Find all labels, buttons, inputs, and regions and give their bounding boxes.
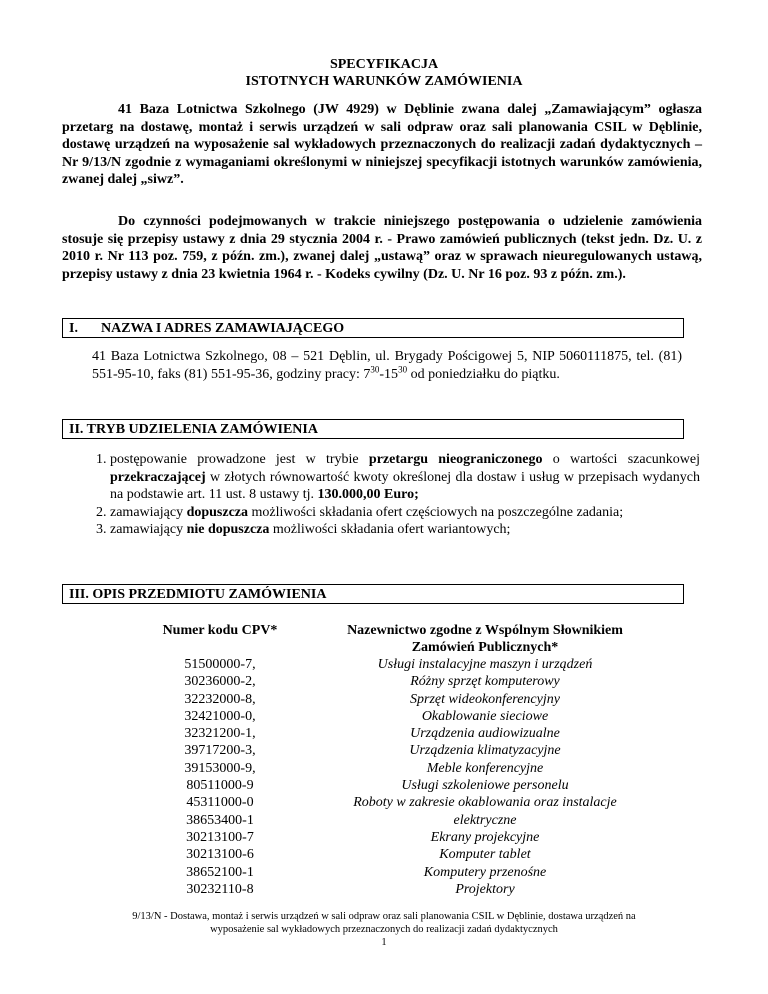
cpv-name: Meble konferencyjne [426, 760, 544, 776]
section-3-heading: III. OPIS PRZEDMIOTU ZAMÓWIENIA [62, 584, 684, 604]
cpv-name: Sprzęt wideokonferencyjny [410, 691, 560, 707]
section-1-heading [62, 318, 684, 338]
section-2-heading: II. TRYB UDZIELENIA ZAMÓWIENIA [62, 419, 684, 439]
cpv-code: 45311000-0 [186, 795, 254, 811]
section-1-number: I. [69, 321, 78, 336]
list-item: 1. postępowanie prowadzone jest w trybie przetargu nieograniczonego o wartości szacunkowej przekraczającej w złotych równowartość kwoty określonej dla dostaw i usług w przepisach wydanych na podstawie art. 11 ust. 8 ustawy tj. 130.000,00 Euro; [110, 451, 700, 504]
cpv-code: 32321200-1, [184, 726, 256, 742]
cpv-name: Komputery przenośne [423, 864, 547, 880]
cpv-code: 51500000-7, [184, 657, 256, 672]
cpv-code: 30213100-6 [186, 847, 254, 863]
cpv-name-column-header: Nazewnictwo zgodne z Wspólnym Słownikiem Zamówień Publicznych* [347, 623, 623, 656]
cpv-name: Ekrany projekcyjne [430, 829, 540, 845]
footer-line-1: 9/13/N - Dostawa, montaż i serwis urządzeń w sali odpraw oraz sali planowania CSIL w Dęblinie, dostawa urządzeń na [132, 911, 636, 922]
cpv-name: Okablowanie sieciowe [421, 708, 549, 724]
cpv-code-list [120, 656, 320, 898]
footer-line-2: wyposażenie sal wykładowych przeznaczonych do realizacji zadań dydaktycznych [210, 924, 558, 935]
cpv-code: 39717200-3, [184, 743, 256, 759]
doc-title-line2: ISTOTNYCH WARUNKÓW ZAMÓWIENIA [245, 74, 523, 89]
intro-paragraph-2: Do czynności podejmowanych w trakcie niniejszego postępowania o udzielenie zamówienia stosuje się przepisy ustawy z dnia 29 stycznia 2004 r. - Prawo zamówień publicznych (tekst jedn. Dz. U. z 2010 r. Nr 113 poz. 759, z późn. zm.), zwanej dalej „ustawą” oraz w sprawach nieuregulowanych ustawą, przepisy ustawy z dnia 23 kwietnia 1964 r. - Kodeks cywilny (Dz. U. Nr 16 poz. 93 z późn. zm.). [62, 214, 702, 282]
cpv-name-list [320, 656, 650, 898]
cpv-name: Usługi szkoleniowe personelu [401, 778, 569, 794]
doc-title-line1: SPECYFIKACJA [329, 57, 439, 72]
cpv-name: Roboty w zakresie okablowania oraz instalacje [353, 795, 617, 811]
page-number: 1 [381, 937, 387, 948]
list-item: 3. zamawiający nie dopuszcza możliwości składania ofert wariantowych; [110, 521, 700, 539]
cpv-code: 32232000-8, [184, 691, 256, 707]
section-1-address: 41 Baza Lotnictwa Szkolnego, 08 – 521 Dęblin, ul. Brygady Pościgowej 5, NIP 5060111875, tel. (81) 551-95-10, faks (81) 551-95-36, godziny pracy: $7^{30}-15^{30}$ od poniedziałku do piątku. [92, 349, 682, 382]
cpv-name: Różny sprzęt komputerowy [410, 674, 560, 690]
cpv-code: 80511000-9 [186, 778, 254, 794]
section-1-title: NAZWA I ADRES ZAMAWIAJĄCEGO [101, 321, 345, 336]
cpv-name: elektryczne [453, 812, 517, 828]
cpv-name: Komputer tablet [439, 847, 531, 863]
cpv-code: 32421000-0, [184, 708, 256, 724]
cpv-code: 30213100-7 [186, 829, 254, 845]
cpv-code: 39153000-9, [184, 760, 256, 776]
cpv-code: 38652100-1 [186, 864, 254, 880]
cpv-code: 30236000-2, [184, 674, 256, 690]
list-item: 2. zamawiający dopuszcza możliwości składania ofert częściowych na poszczególne zadania; [110, 504, 700, 522]
cpv-code: 38653400-1 [186, 812, 254, 828]
cpv-name: Urządzenia klimatyzacyjne [409, 743, 561, 759]
cpv-column-header: Numer kodu CPV* [162, 623, 278, 638]
cpv-code: 30232110-8 [186, 881, 254, 897]
intro-paragraph-1: 41 Baza Lotnictwa Szkolnego (JW 4929) w Dęblinie zwana dalej „Zamawiającym” ogłasza przetarg na dostawę, montaż i serwis urządzeń w sali odpraw oraz sali planowania CSIL w Dęblinie, dostawę urządzeń na wyposażenie sal wykładowych przeznaczonych do realizacji zadań dydaktycznych – Nr 9/13/N zgodnie z wymaganiami określonymi w niniejszej specyfikacji istotnych warunków zamówienia, zwanej dalej „siwz”. [62, 102, 702, 187]
cpv-name: Usługi instalacyjne maszyn i urządzeń [377, 657, 593, 672]
cpv-name: Urządzenia audiowizualne [410, 726, 560, 742]
cpv-name: Projektory [455, 881, 515, 897]
section-2-list [92, 451, 700, 539]
page-footer [62, 910, 706, 949]
